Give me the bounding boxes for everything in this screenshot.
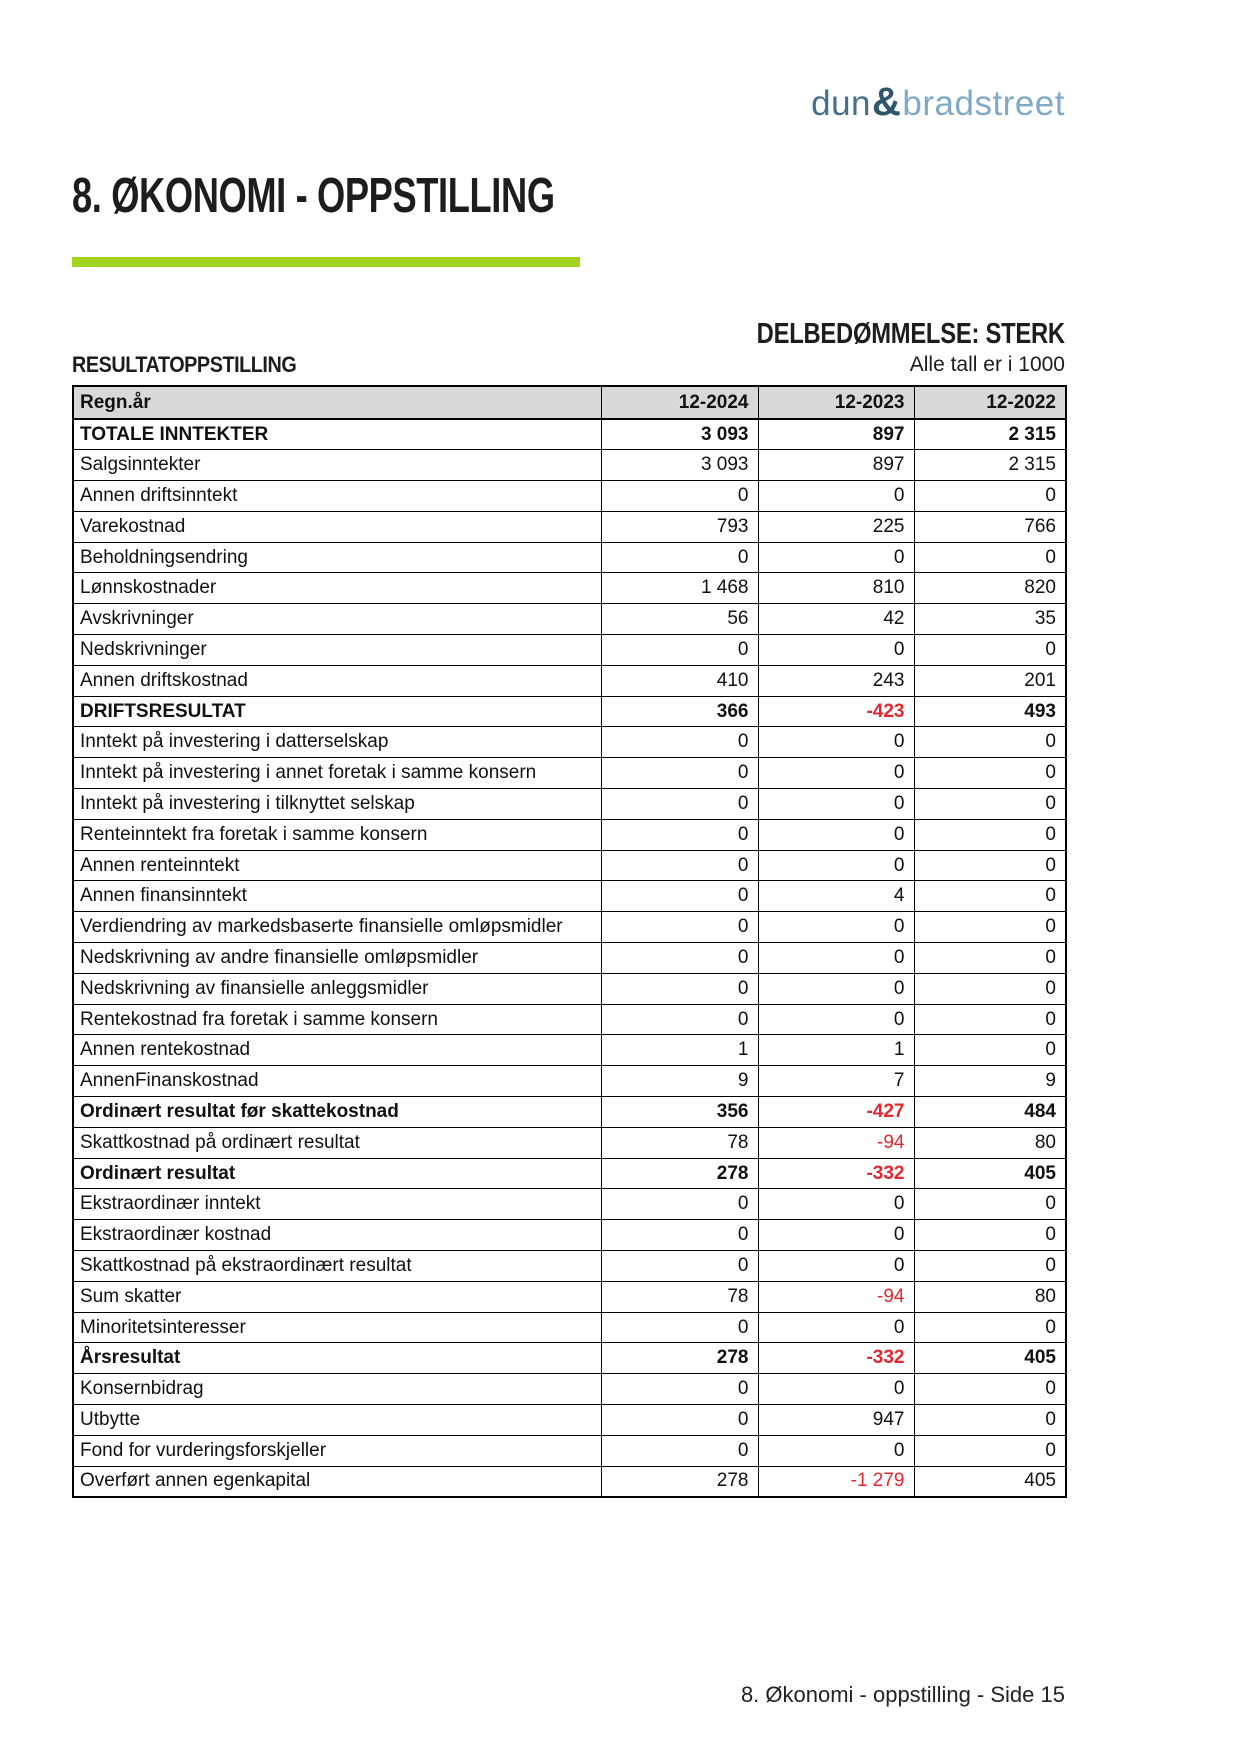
table-row	[73, 1281, 1066, 1312]
row-value: 0	[601, 850, 758, 881]
column-header-2024: 12-2024	[601, 386, 758, 419]
row-value: 820	[914, 573, 1066, 604]
row-value: 243	[758, 665, 914, 696]
row-value: 0	[601, 1004, 758, 1035]
income-statement-table	[72, 385, 1067, 1498]
row-label: Overført annen egenkapital	[73, 1466, 601, 1497]
row-value: 405	[914, 1466, 1066, 1497]
row-value: 810	[758, 573, 914, 604]
row-value: 0	[914, 1312, 1066, 1343]
row-value: 9	[601, 1066, 758, 1097]
table-row	[73, 758, 1066, 789]
row-value: 0	[914, 481, 1066, 512]
table-row	[73, 943, 1066, 974]
page-footer: 8. Økonomi - oppstilling - Side 15	[740, 1682, 1065, 1707]
row-value: 0	[914, 1435, 1066, 1466]
table-row	[73, 1158, 1066, 1189]
row-label: Nedskrivninger	[73, 635, 601, 666]
row-value: 0	[914, 881, 1066, 912]
row-label: Renteinntekt fra foretak i samme konsern	[73, 819, 601, 850]
row-value: 0	[601, 1220, 758, 1251]
row-label: Sum skatter	[73, 1281, 601, 1312]
row-value: 0	[914, 973, 1066, 1004]
table-row	[73, 1035, 1066, 1066]
row-value: 0	[914, 758, 1066, 789]
page-title-text: 8. ØKONOMI - OPPSTILLING	[72, 169, 555, 223]
row-value: 405	[914, 1158, 1066, 1189]
row-label: Nedskrivning av andre finansielle omløpsmidler	[73, 943, 601, 974]
row-value: 366	[601, 696, 758, 727]
row-value: 7	[758, 1066, 914, 1097]
table-row	[73, 481, 1066, 512]
row-label: Årsresultat	[73, 1343, 601, 1374]
row-label: TOTALE INNTEKTER	[73, 419, 601, 450]
table-row	[73, 819, 1066, 850]
row-value: 78	[601, 1127, 758, 1158]
column-header-2023: 12-2023	[758, 386, 914, 419]
row-value: 0	[601, 881, 758, 912]
row-value: 0	[601, 1374, 758, 1405]
row-label: Inntekt på investering i tilknyttet selskap	[73, 789, 601, 820]
table-row	[73, 1127, 1066, 1158]
table-row	[73, 850, 1066, 881]
row-value: 0	[601, 542, 758, 573]
row-value: 0	[914, 727, 1066, 758]
row-value: -423	[758, 696, 914, 727]
row-value: 0	[914, 1374, 1066, 1405]
column-header-2022: 12-2022	[914, 386, 1066, 419]
row-value: 42	[758, 604, 914, 635]
row-value: 0	[601, 1189, 758, 1220]
table-title	[72, 352, 321, 378]
row-value: 897	[758, 450, 914, 481]
row-value: 410	[601, 665, 758, 696]
row-value: -94	[758, 1127, 914, 1158]
row-value: 0	[914, 1251, 1066, 1282]
row-label: Annen driftsinntekt	[73, 481, 601, 512]
row-value: 0	[601, 1435, 758, 1466]
row-label: Verdiendring av markedsbaserte finansielle omløpsmidler	[73, 912, 601, 943]
row-value: 0	[601, 758, 758, 789]
row-value: 0	[758, 635, 914, 666]
row-value: 0	[914, 943, 1066, 974]
row-value: 0	[601, 481, 758, 512]
row-value: 2 315	[914, 419, 1066, 450]
table-row	[73, 419, 1066, 450]
row-value: 0	[758, 1435, 914, 1466]
table-row	[73, 604, 1066, 635]
row-value: 0	[601, 1405, 758, 1436]
table-row	[73, 1374, 1066, 1405]
row-value: 56	[601, 604, 758, 635]
row-value: 0	[914, 1004, 1066, 1035]
ampersand-icon: &	[872, 80, 902, 124]
row-value: 278	[601, 1466, 758, 1497]
row-value: 0	[758, 727, 914, 758]
row-value: 0	[914, 819, 1066, 850]
row-value: 1 468	[601, 573, 758, 604]
row-label: Salgsinntekter	[73, 450, 601, 481]
table-row	[73, 912, 1066, 943]
row-value: 484	[914, 1097, 1066, 1128]
row-value: 278	[601, 1343, 758, 1374]
row-label: Annen rentekostnad	[73, 1035, 601, 1066]
table-row	[73, 542, 1066, 573]
row-value: 0	[758, 1004, 914, 1035]
table-row	[73, 727, 1066, 758]
table-row	[73, 881, 1066, 912]
row-value: 80	[914, 1127, 1066, 1158]
table-row	[73, 1343, 1066, 1374]
row-value: 766	[914, 511, 1066, 542]
row-value: 0	[601, 1312, 758, 1343]
row-value: 4	[758, 881, 914, 912]
row-label: Skattkostnad på ekstraordinært resultat	[73, 1251, 601, 1282]
row-label: Minoritetsinteresser	[73, 1312, 601, 1343]
row-label: Varekostnad	[73, 511, 601, 542]
row-value: 201	[914, 665, 1066, 696]
row-value: 278	[601, 1158, 758, 1189]
row-value: 0	[601, 635, 758, 666]
table-row	[73, 1435, 1066, 1466]
row-label: Beholdningsendring	[73, 542, 601, 573]
row-value: 0	[914, 1035, 1066, 1066]
row-value: 0	[914, 789, 1066, 820]
row-value: 0	[758, 1374, 914, 1405]
table-row	[73, 1405, 1066, 1436]
row-label: Konsernbidrag	[73, 1374, 601, 1405]
dun-bradstreet-logo	[811, 80, 1065, 125]
row-value: 0	[601, 789, 758, 820]
row-value: 947	[758, 1405, 914, 1436]
row-value: 2 315	[914, 450, 1066, 481]
row-value: 0	[758, 819, 914, 850]
row-label: AnnenFinanskostnad	[73, 1066, 601, 1097]
table-row	[73, 1220, 1066, 1251]
row-value: 0	[758, 481, 914, 512]
row-value: 0	[601, 819, 758, 850]
row-value: 0	[758, 1312, 914, 1343]
row-value: 0	[758, 789, 914, 820]
logo-text-bradstreet: bradstreet	[902, 84, 1065, 123]
table-row	[73, 511, 1066, 542]
assessment-heading	[689, 318, 1065, 351]
row-label: Skattkostnad på ordinært resultat	[73, 1127, 601, 1158]
table-row	[73, 573, 1066, 604]
row-value: 0	[914, 1220, 1066, 1251]
row-label: Inntekt på investering i annet foretak i samme konsern	[73, 758, 601, 789]
row-value: 78	[601, 1281, 758, 1312]
row-value: 0	[914, 850, 1066, 881]
row-value: 897	[758, 419, 914, 450]
row-label: Inntekt på investering i datterselskap	[73, 727, 601, 758]
row-value: 225	[758, 511, 914, 542]
table-row	[73, 1189, 1066, 1220]
row-value: 0	[601, 943, 758, 974]
row-value: 793	[601, 511, 758, 542]
table-row	[73, 696, 1066, 727]
row-value: 3 093	[601, 419, 758, 450]
row-label: Ekstraordinær kostnad	[73, 1220, 601, 1251]
row-label: Avskrivninger	[73, 604, 601, 635]
row-value: 0	[601, 1251, 758, 1282]
row-value: 0	[914, 542, 1066, 573]
row-value: -332	[758, 1343, 914, 1374]
row-value: 0	[601, 973, 758, 1004]
row-value: 0	[914, 1189, 1066, 1220]
row-value: 0	[601, 727, 758, 758]
table-row	[73, 1004, 1066, 1035]
row-value: 3 093	[601, 450, 758, 481]
row-value: 0	[758, 973, 914, 1004]
row-value: -94	[758, 1281, 914, 1312]
row-label: Nedskrivning av finansielle anleggsmidler	[73, 973, 601, 1004]
table-row	[73, 1466, 1066, 1497]
row-value: 0	[758, 943, 914, 974]
row-value: 1	[758, 1035, 914, 1066]
row-label: Utbytte	[73, 1405, 601, 1436]
logo-text-dun: dun	[811, 84, 872, 123]
row-value: 0	[758, 850, 914, 881]
row-value: -427	[758, 1097, 914, 1128]
row-value: 0	[758, 1251, 914, 1282]
row-value: 0	[758, 912, 914, 943]
assessment-text: DELBEDØMMELSE: STERK	[756, 318, 1065, 350]
row-label: Ordinært resultat før skattekostnad	[73, 1097, 601, 1128]
units-note: Alle tall er i 1000	[909, 353, 1065, 376]
table-row	[73, 1312, 1066, 1343]
row-value: 35	[914, 604, 1066, 635]
row-value: 0	[758, 1220, 914, 1251]
row-value: 493	[914, 696, 1066, 727]
row-label: Fond for vurderingsforskjeller	[73, 1435, 601, 1466]
table-row	[73, 1066, 1066, 1097]
table-row	[73, 1251, 1066, 1282]
row-label: Rentekostnad fra foretak i samme konsern	[73, 1004, 601, 1035]
page-title	[72, 168, 724, 224]
row-value: 0	[914, 912, 1066, 943]
table-row	[73, 450, 1066, 481]
row-label: Ekstraordinær inntekt	[73, 1189, 601, 1220]
row-value: -332	[758, 1158, 914, 1189]
row-value: 1	[601, 1035, 758, 1066]
table-row	[73, 635, 1066, 666]
row-label: Lønnskostnader	[73, 573, 601, 604]
table-row	[73, 973, 1066, 1004]
table-row	[73, 1097, 1066, 1128]
row-value: 0	[601, 912, 758, 943]
row-label: DRIFTSRESULTAT	[73, 696, 601, 727]
row-label: Annen driftskostnad	[73, 665, 601, 696]
row-label: Annen renteinntekt	[73, 850, 601, 881]
row-label: Annen finansinntekt	[73, 881, 601, 912]
row-label: Ordinært resultat	[73, 1158, 601, 1189]
row-value: 9	[914, 1066, 1066, 1097]
row-value: 0	[914, 635, 1066, 666]
table-header-row	[73, 386, 1066, 419]
row-value: 0	[914, 1405, 1066, 1436]
row-value: -1 279	[758, 1466, 914, 1497]
column-header-label: Regn.år	[73, 386, 601, 419]
title-accent-bar	[72, 257, 580, 267]
table-title-text: RESULTATOPPSTILLING	[72, 352, 297, 377]
table-row	[73, 789, 1066, 820]
row-value: 0	[758, 1189, 914, 1220]
row-value: 405	[914, 1343, 1066, 1374]
row-value: 356	[601, 1097, 758, 1128]
row-value: 0	[758, 542, 914, 573]
row-value: 0	[758, 758, 914, 789]
table-row	[73, 665, 1066, 696]
row-value: 80	[914, 1281, 1066, 1312]
